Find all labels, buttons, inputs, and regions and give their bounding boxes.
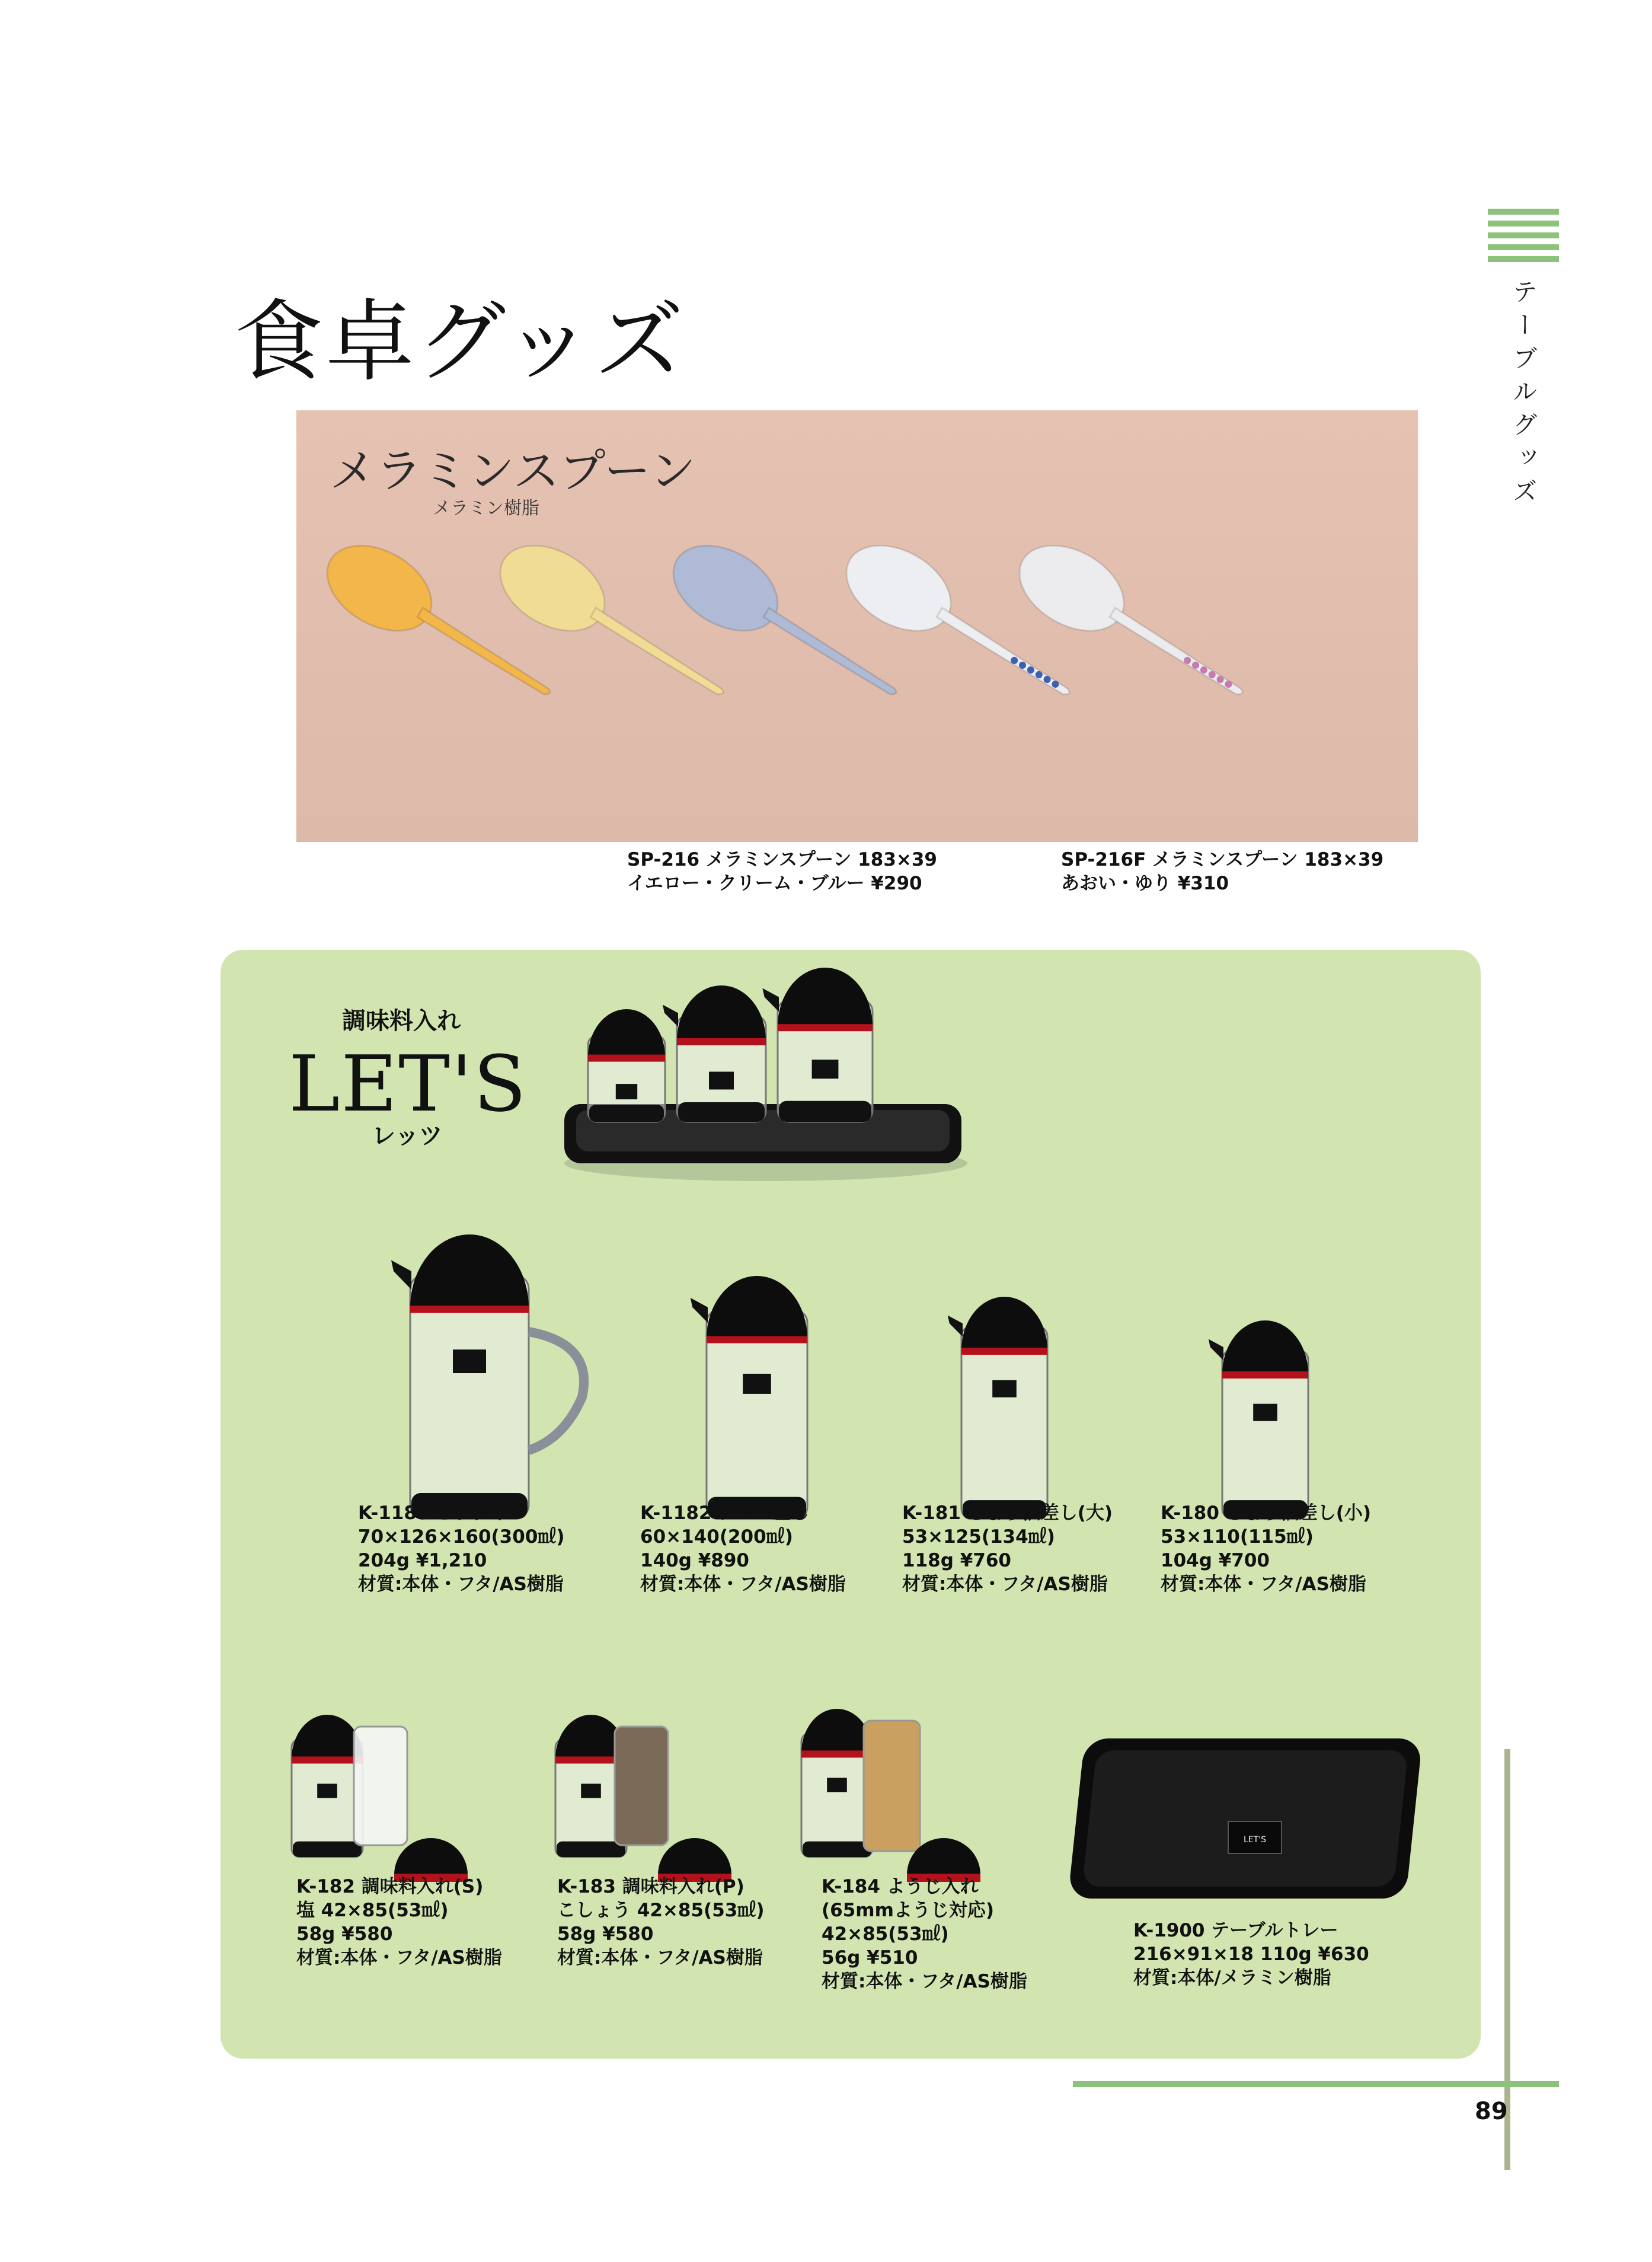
product-code: K-183	[557, 1876, 616, 1897]
lets-header: 調味料入れ	[342, 1007, 461, 1035]
lets-bottle	[663, 985, 766, 1122]
lets-bottle	[588, 1009, 665, 1122]
product-price: 58g ¥580	[557, 1923, 654, 1945]
product-k184	[822, 1875, 1027, 1993]
product-code: K-181	[902, 1502, 961, 1524]
product-code: K-180	[1161, 1502, 1219, 1524]
product-size: 53×125(134㎖)	[902, 1526, 1055, 1548]
lets-set-photo	[552, 968, 979, 1193]
table-tray-photo	[1062, 1727, 1442, 1916]
product-k181	[902, 1501, 1113, 1596]
product-size: 42×85(53㎖)	[822, 1923, 949, 1945]
product-material: 材質:本体・フタ/AS樹脂	[822, 1971, 1027, 1992]
side-stripes	[1488, 209, 1559, 268]
product-material: 材質:本体/メラミン樹脂	[1133, 1967, 1331, 1989]
spoon-section-title: メラミンスプーン	[330, 445, 696, 498]
product-price: 56g ¥510	[822, 1947, 918, 1969]
product-code: K-182	[296, 1876, 355, 1897]
product-code: K-1182	[640, 1502, 712, 1524]
product-name: 調味料入れ(P)	[622, 1876, 744, 1897]
spoon	[1005, 528, 1264, 720]
product-material: 材質:本体・フタ/AS樹脂	[557, 1947, 763, 1969]
row2-product-photos	[286, 1703, 997, 1899]
product-size: こしょう 42×85(53㎖)	[557, 1900, 765, 1921]
product-size: 塩 42×85(53㎖)	[296, 1900, 449, 1921]
product-price: 58g ¥580	[296, 1923, 393, 1945]
spoon-illustration	[296, 410, 1418, 842]
product-material: 材質:本体・フタ/AS樹脂	[296, 1947, 502, 1969]
lets-bottle	[691, 1276, 807, 1519]
product-size: 70×126×160(300㎖)	[358, 1526, 565, 1548]
product-k1900	[1133, 1919, 1369, 1990]
spoon-section-subtitle: メラミン樹脂	[433, 498, 539, 519]
product-code: K-184	[822, 1876, 880, 1897]
lets-bottle	[292, 1715, 363, 1857]
product-name: しょう油差し(小)	[1225, 1502, 1372, 1524]
product-k1183	[358, 1501, 565, 1596]
decorative-horizontal-line	[1073, 2081, 1559, 2087]
product-price: 204g ¥1,210	[358, 1550, 487, 1571]
pepper-jar	[615, 1727, 668, 1845]
product-size: 60×140(200㎖)	[640, 1526, 793, 1548]
page-number: 89	[1475, 2098, 1508, 2125]
product-name: 調味料入れ(S)	[361, 1876, 484, 1897]
product-name: しょう油差し(大)	[967, 1502, 1113, 1524]
product-k180	[1161, 1501, 1371, 1596]
product-name: テーブルトレー	[1211, 1920, 1338, 1941]
tray-label: LET'S	[1244, 1835, 1266, 1845]
caption-line: SP-216F メラミンスプーン 183×39	[1061, 849, 1384, 870]
lets-bottle	[948, 1297, 1047, 1519]
product-material: 材質:本体・フタ/AS樹脂	[1161, 1574, 1366, 1595]
product-name: ソース差し	[718, 1502, 809, 1524]
row1-product-photos	[357, 1211, 1513, 1543]
caption-line: イエロー・クリーム・ブルー ¥290	[627, 873, 922, 894]
product-price: 104g ¥700	[1161, 1550, 1270, 1571]
lets-bottle	[391, 1234, 584, 1519]
product-k183	[557, 1875, 765, 1970]
product-material: 材質:本体・フタ/AS樹脂	[640, 1574, 846, 1595]
spoon-caption-sp216f	[1061, 848, 1383, 895]
page-title: 食卓グッズ	[234, 291, 686, 394]
lets-bottle	[1209, 1320, 1308, 1519]
product-material: 材質:本体・フタ/AS樹脂	[902, 1574, 1108, 1595]
product-code: K-1900	[1133, 1920, 1205, 1941]
caption-line: SP-216 メラミンスプーン 183×39	[627, 849, 938, 870]
lets-bottle	[801, 1709, 873, 1857]
caption-line: あおい・ゆり ¥310	[1061, 873, 1229, 894]
lets-bottle	[762, 968, 873, 1122]
product-k182	[296, 1875, 502, 1970]
product-size: 216×91×18 110g ¥630	[1133, 1944, 1369, 1965]
toothpick-jar	[864, 1721, 920, 1851]
product-k1182	[640, 1501, 846, 1596]
product-name: ようじ入れ	[886, 1876, 979, 1897]
product-size: (65mmようじ対応)	[822, 1900, 995, 1921]
product-code: K-1183	[358, 1502, 430, 1524]
lets-kana: レッツ	[372, 1122, 443, 1150]
side-section-label: テーブルグッズ	[1509, 279, 1538, 511]
product-price: 118g ¥760	[902, 1550, 1011, 1571]
product-size: 53×110(115㎖)	[1161, 1526, 1314, 1548]
salt-jar	[354, 1727, 407, 1845]
product-material: 材質:本体・フタ/AS樹脂	[358, 1574, 564, 1595]
product-price: 140g ¥890	[640, 1550, 749, 1571]
spoon-photo	[296, 410, 1418, 842]
product-name: ピッチャー	[436, 1502, 527, 1524]
spoon-caption-sp216	[627, 848, 937, 895]
lets-logo: LET'S	[289, 1039, 528, 1129]
